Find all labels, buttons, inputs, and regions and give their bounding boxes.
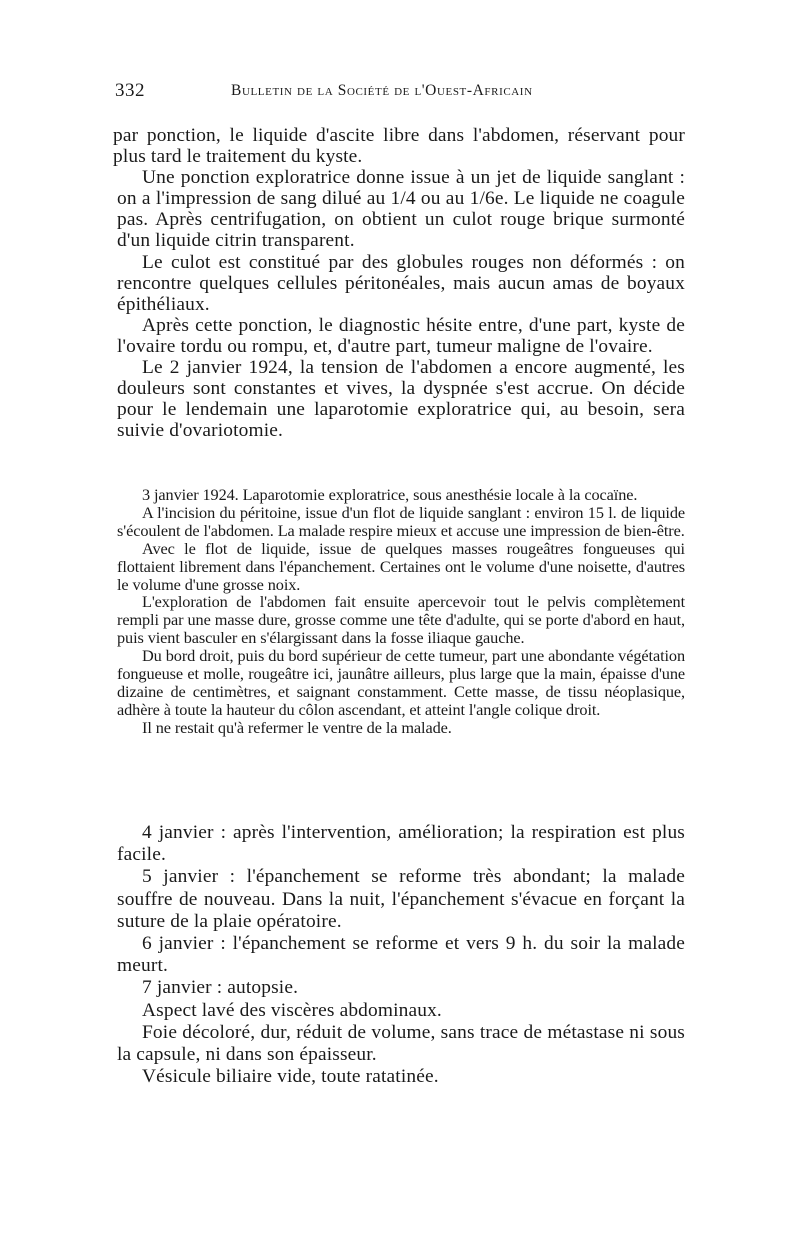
paragraph: Après cette ponction, le diagnostic hésite entre, d'une part, kyste de l'ovaire tordu ou rompu, et, d'autre part, tumeur maligne de l'ovaire. [117, 314, 685, 357]
paragraph: Le culot est constitué par des globules rouges non déformés : on rencontre quelques cellules péritonéales, mais aucun amas de boyaux épithéliaux. [117, 251, 685, 315]
paragraph: par ponction, le liquide d'ascite libre dans l'abdomen, réservant pour plus tard le traitement du kyste. [113, 125, 685, 168]
paragraph: Une ponction exploratrice donne issue à un jet de liquide sanglant : on a l'impression de sang dilué au 1/4 ou au 1/6e. Le liquide ne coagule pas. Après centrifugation, on obtient un culot rouge brique surmonté d'un liquide citrin transparent. [117, 167, 685, 252]
page-number: 332 [115, 80, 145, 101]
follow-up-entry: 5 janvier : l'épanchement se reforme très abondant; la malade souffre de nouveau. Dans la nuit, l'épanchement s'évacue en forçant la suture de la plaie opératoire. [117, 866, 685, 932]
report-paragraph: Du bord droit, puis du bord supérieur de cette tumeur, part une abondante végétation fongueuse et molle, rougeâtre ici, jaunâtre ailleurs, plus large que la main, épaisse d'une dizaine de centimètres, et saignant constamment. Cette masse, de tissu néoplasique, adhère à toute la hauteur du côlon ascendant, et atteint l'angle colique droit. [117, 646, 685, 719]
running-title: Bulletin de la Société de l'Ouest-Africain [231, 82, 533, 99]
follow-up-entry: 4 janvier : après l'intervention, amélioration; la respiration est plus facile. [117, 822, 685, 866]
report-paragraph: Il ne restait qu'à refermer le ventre de la malade. [142, 717, 452, 737]
report-paragraph: 3 janvier 1924. Laparotomie exploratrice, sous anesthésie locale à la cocaïne. [142, 485, 638, 504]
follow-up-entry: Vésicule biliaire vide, toute ratatinée. [142, 1066, 439, 1088]
paragraph: Le 2 janvier 1924, la tension de l'abdomen a encore augmenté, les douleurs sont constantes et vives, la dyspnée s'est accrue. On décide pour le lendemain une laparotomie exploratrice qui, au besoin, sera suivie d'ovariotomie. [117, 357, 685, 442]
report-paragraph: Avec le flot de liquide, issue de quelques masses rougeâtres fongueuses qui flottaient librement dans l'épanchement. Certaines ont le volume d'une noisette, d'autres le volume d'une grosse noix. [117, 538, 685, 594]
report-paragraph: L'exploration de l'abdomen fait ensuite apercevoir tout le pelvis complètement rempli par une masse dure, grosse comme une tête d'adulte, qui se porte d'abord en haut, puis vient basculer en s'élargissant dans la fosse iliaque gauche. [117, 592, 685, 648]
follow-up-entry: 6 janvier : l'épanchement se reforme et vers 9 h. du soir la malade meurt. [117, 933, 685, 977]
follow-up-section [117, 822, 685, 1088]
follow-up-entry: 7 janvier : autopsie. [142, 977, 299, 999]
follow-up-entry: Foie décoloré, dur, réduit de volume, sans trace de métastase ni sous la capsule, ni dans son épaisseur. [117, 1021, 685, 1066]
main-text-section [113, 125, 685, 442]
page-header [115, 80, 685, 104]
follow-up-entry: Aspect lavé des viscères abdominaux. [142, 999, 442, 1021]
operation-report-section [117, 486, 685, 737]
report-paragraph: A l'incision du péritoine, issue d'un flot de liquide sanglant : environ 15 l. de liquide s'écoulent de l'abdomen. La malade respire mieux et accuse une impression de bien-être. [117, 502, 685, 540]
